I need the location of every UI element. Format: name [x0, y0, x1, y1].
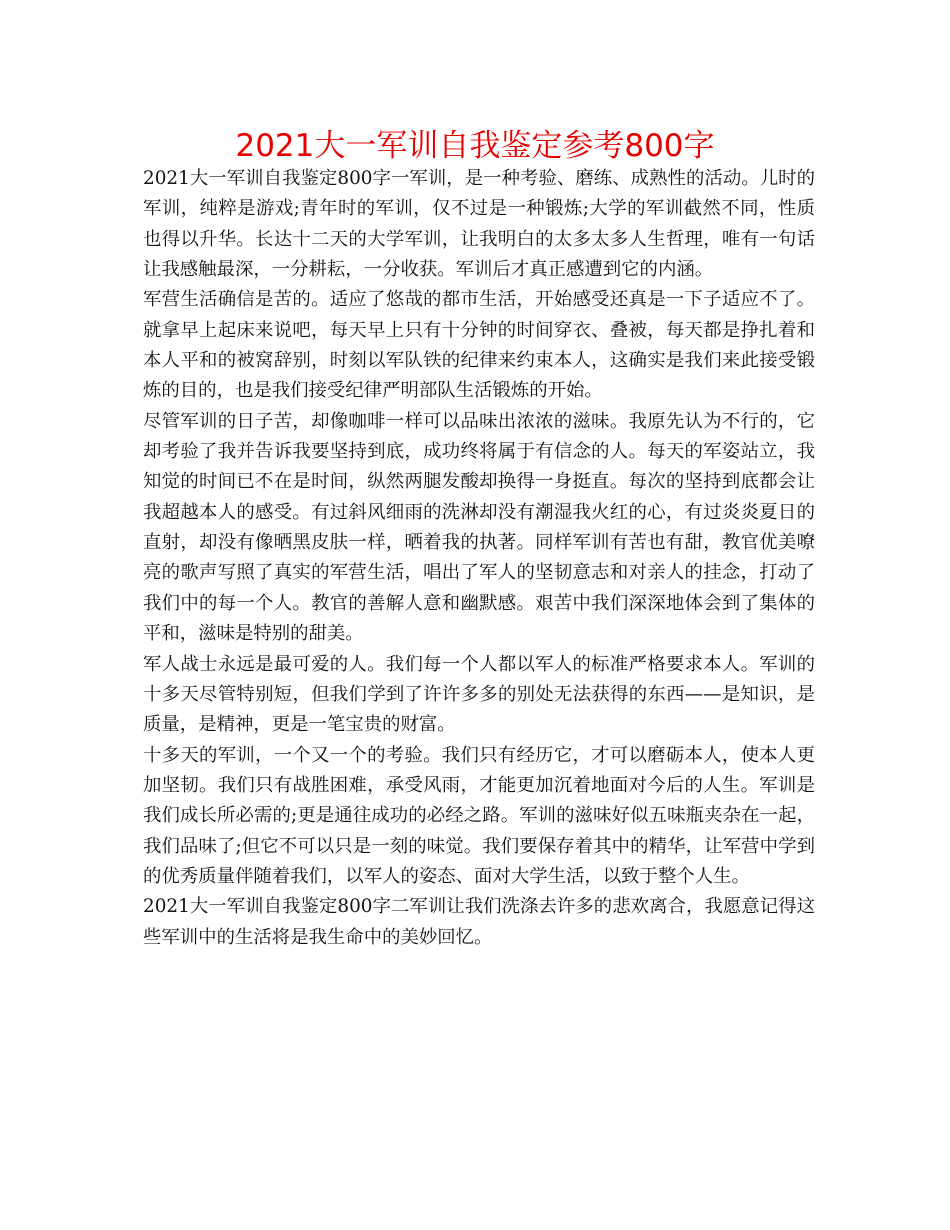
paragraph-4: 军人战士永远是最可爱的人。我们每一个人都以军人的标准严格要求本人。军训的十多天尽管特别短，但我们学到了许许多多的别处无法获得的东西——是知识，是质量，是精神，更是一笔宝贵的财富。 [143, 653, 815, 736]
document-body [143, 164, 815, 953]
paragraph-6: 2021大一军训自我鉴定800字二军训让我们洗涤去许多的悲欢离合，我愿意记得这些军训中的生活将是我生命中的美妙回忆。 [143, 896, 815, 948]
paragraph-3: 尽管军训的日子苦，却像咖啡一样可以品味出浓浓的滋味。我原先认为不行的，它却考验了我并告诉我要坚持到底，成功终将属于有信念的人。每天的军姿站立，我知觉的时间已不在是时间，纵然两腿发酸却换得一身挺直。每次的坚持到底都会让我超越本人的感受。有过斜风细雨的洗淋却没有潮湿我火红的心，有过炎炎夏日的直射，却没有像晒黑皮肤一样，晒着我的执著。同样军训有苦也有甜，教官优美嘹亮的歌声写照了真实的军营生活，唱出了军人的坚韧意志和对亲人的挂念，打动了我们中的每一个人。教官的善解人意和幽默感。艰苦中我们深深地体会到了集体的平和，滋味是特别的甜美。 [143, 410, 815, 645]
paragraph-5: 十多天的军训，一个又一个的考验。我们只有经历它，才可以磨砺本人，使本人更加坚韧。我们只有战胜困难，承受风雨，才能更加沉着地面对今后的人生。军训是我们成长所必需的;更是通往成功的必经之路。军训的滋味好似五味瓶夹杂在一起，我们品味了;但它不可以只是一刻的味觉。我们要保存着其中的精华，让军营中学到的优秀质量伴随着我们，以军人的姿态、面对大学生活，以致于整个人生。 [143, 744, 815, 887]
document-title: 2021大一军训自我鉴定参考800字 [235, 128, 715, 164]
paragraph-1: 2021大一军训自我鉴定800字一军训，是一种考验、磨练、成熟性的活动。儿时的军训，纯粹是游戏;青年时的军训，仅不过是一种锻炼;大学的军训截然不同，性质也得以升华。长达十二天的大学军训，让我明白的太多太多人生哲理，唯有一句话让我感触最深，一分耕耘，一分收获。军训后才真正感遭到它的内涵。 [143, 168, 815, 281]
paragraph-2: 军营生活确信是苦的。适应了悠哉的都市生活，开始感受还真是一下子适应不了。就拿早上起床来说吧，每天早上只有十分钟的时间穿衣、叠被，每天都是挣扎着和本人平和的被窝辞别，时刻以军队铁的纪律来约束本人，这确实是我们来此接受锻炼的目的，也是我们接受纪律严明部队生活锻炼的开始。 [143, 289, 815, 402]
